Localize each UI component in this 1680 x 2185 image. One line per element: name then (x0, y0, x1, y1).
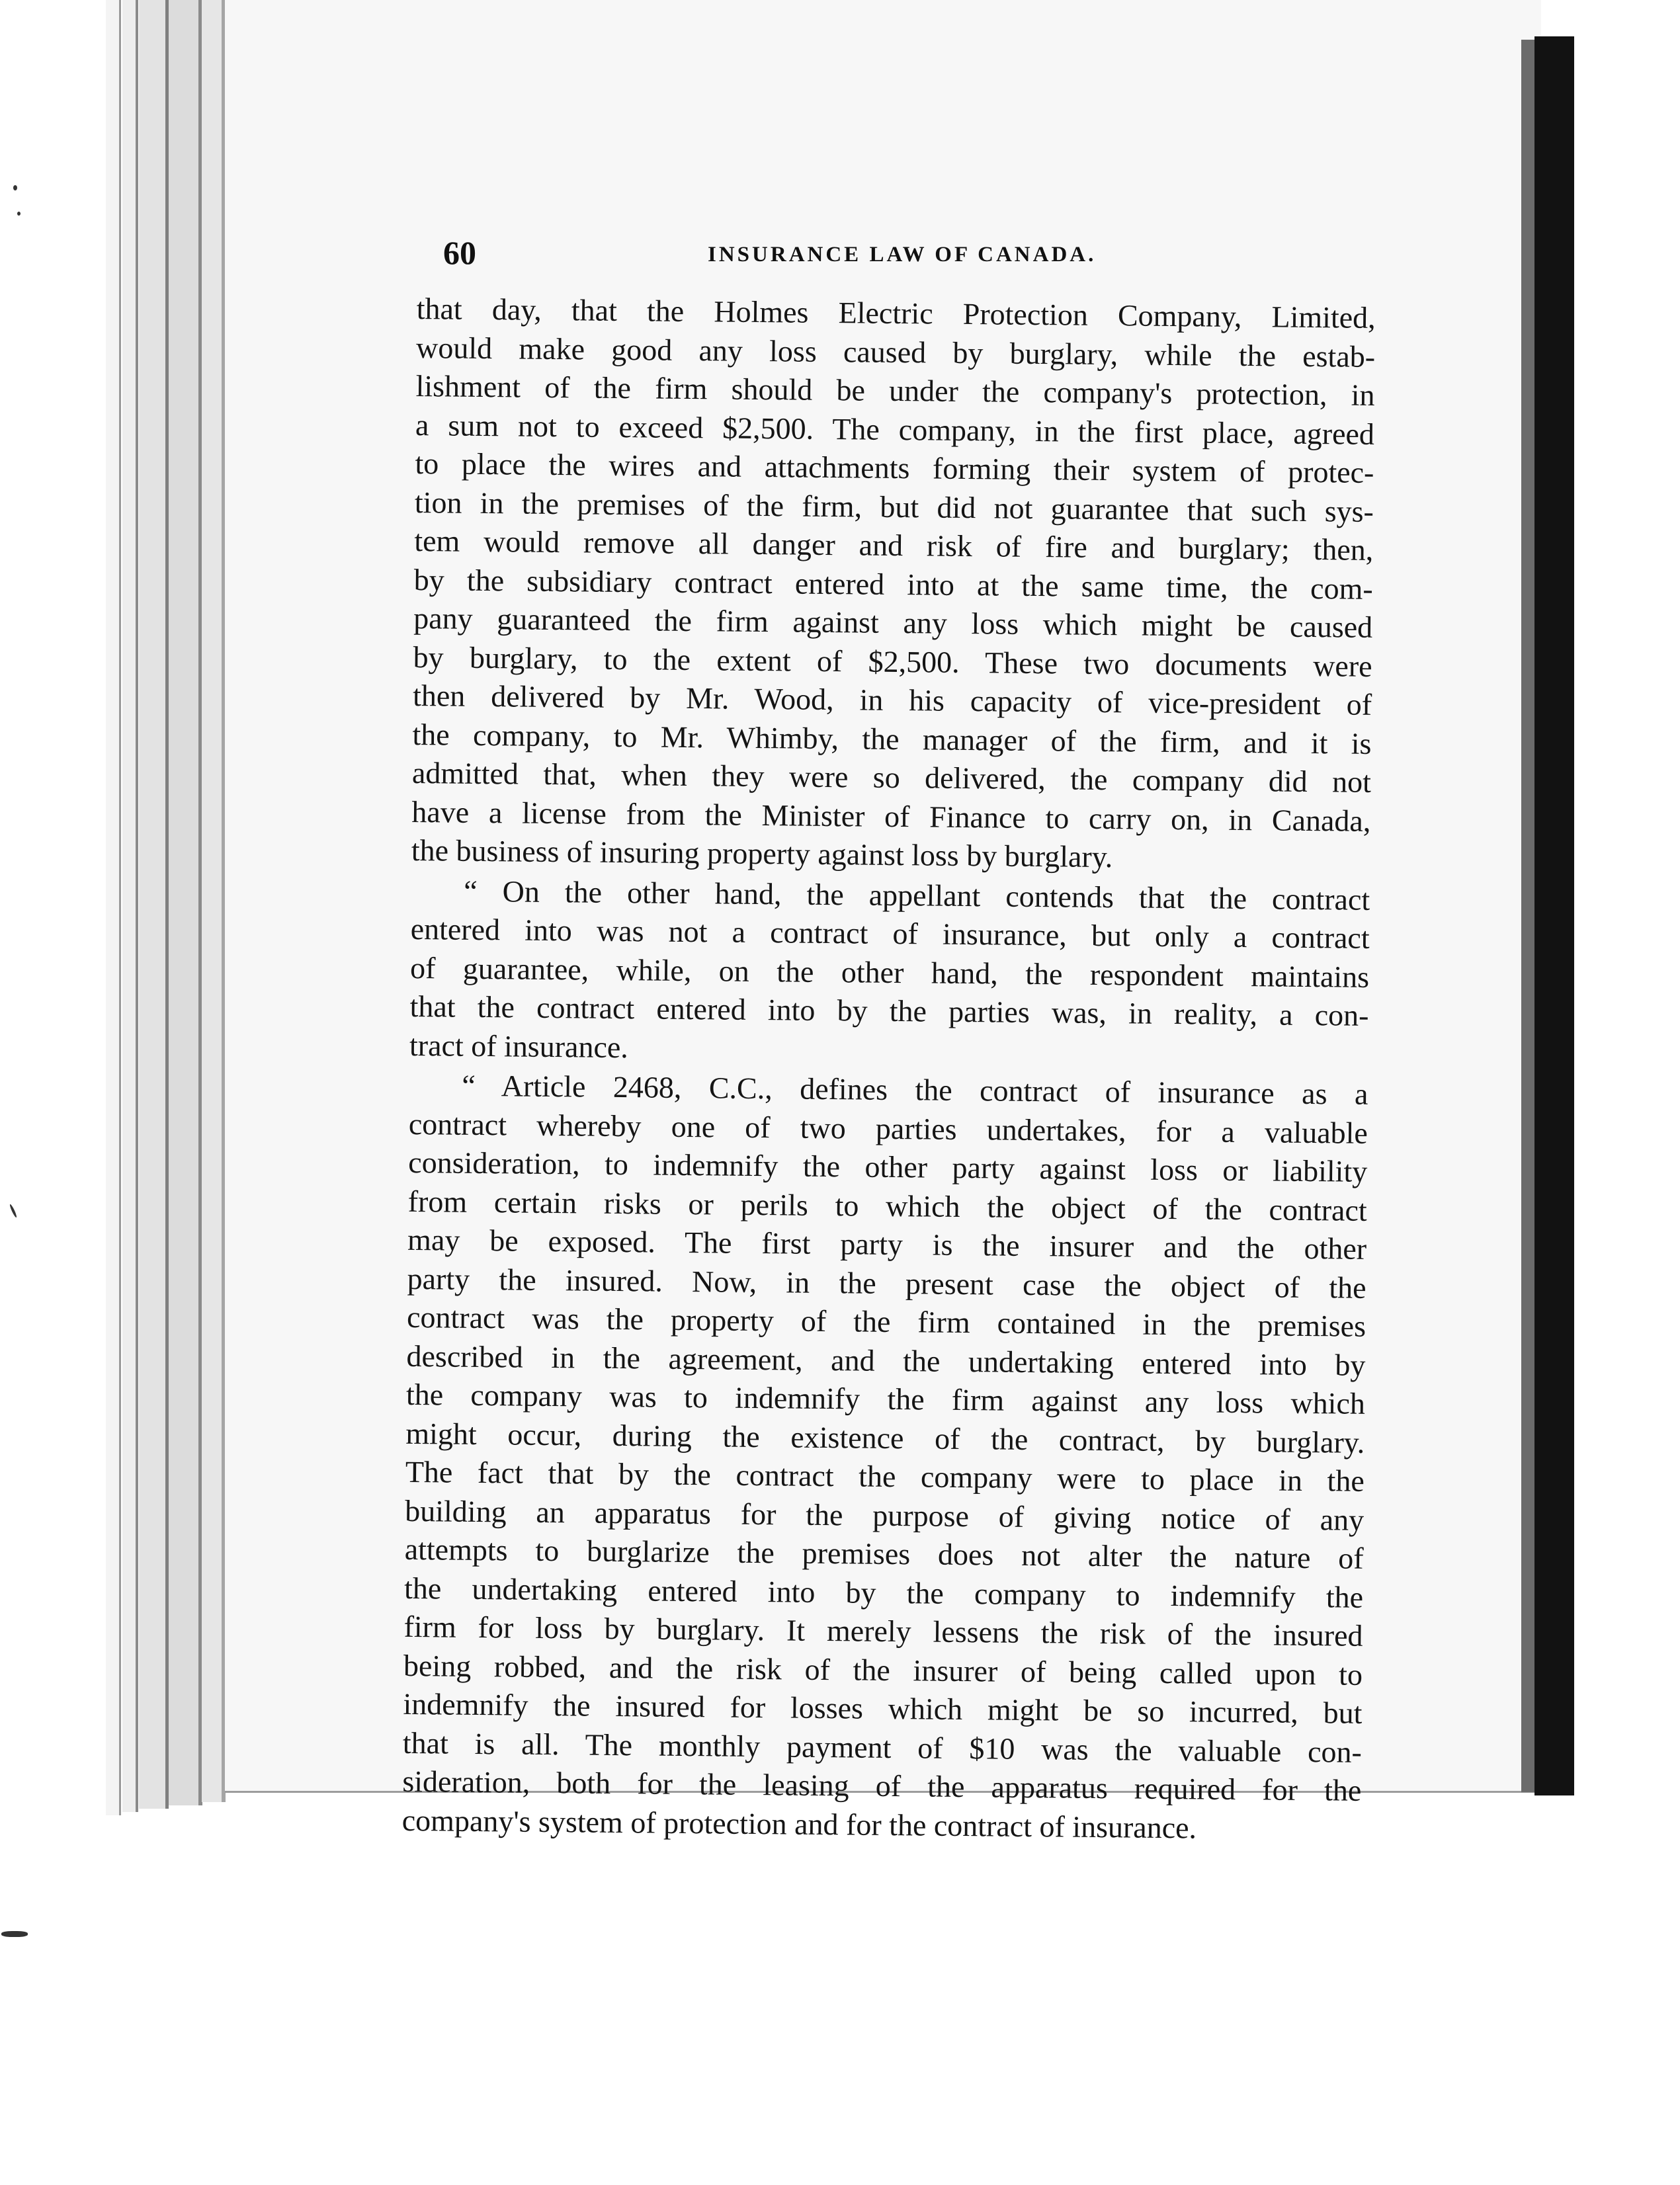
binding-gutter (1534, 36, 1574, 1795)
text-line: firm for loss by burglary. It merely lessens the risk of the insured (403, 1609, 1363, 1653)
text-line: a sum not to exceed $2,500. The company, in the first place, agreed (415, 407, 1375, 451)
page-edge (106, 0, 121, 1815)
text-line: from certain risks or perils to which the object of the contract (407, 1184, 1367, 1227)
scan-speck (17, 212, 21, 216)
text-line: of guarantee, while, on the other hand, the respondent maintains (409, 950, 1370, 994)
text-line: building an apparatus for the purpose of giving notice of any (405, 1493, 1365, 1537)
page-edge (169, 0, 202, 1805)
text-line: described in the agreement, and the undertaking entered into by (406, 1339, 1366, 1382)
text-line: “ Article 2468, C.C., defines the contract of insurance as a (462, 1068, 1368, 1111)
text-line: tem would remove all danger and risk of fire and burglary; then, (414, 523, 1374, 567)
text-line: sideration, both for the leasing of the apparatus required for the (402, 1764, 1362, 1807)
page-edge (202, 0, 226, 1802)
text-line: that the contract entered into by the parties was, in reality, a con- (409, 989, 1369, 1032)
text-line: party the insured. Now, in the present case the object of the (407, 1261, 1366, 1305)
page-number: 60 (443, 234, 476, 271)
body-text (401, 290, 1375, 1849)
text-line: the company, to Mr. Whimby, the manager of the firm, and it is (412, 717, 1372, 761)
scan-speck (13, 185, 17, 190)
text-line: being robbed, and the risk of the insurer of being called upon to (403, 1648, 1363, 1692)
text-line: by burglary, to the extent of $2,500. These two documents were (413, 639, 1372, 683)
page-edge (139, 0, 169, 1809)
scan-speck (1, 1931, 28, 1937)
text-line: that day, that the Holmes Electric Protection Company, Limited, (416, 291, 1376, 335)
facing-page (1577, 60, 1680, 1799)
text-line: by the subsidiary contract entered into at the same time, the com- (413, 562, 1373, 606)
text-line: may be exposed. The first party is the insurer and the other (407, 1222, 1367, 1266)
text-line: admitted that, when they were so delivered, the company did not (411, 755, 1372, 799)
text-line: “ On the other hand, the appellant contends that the contract (464, 874, 1370, 917)
text-line: to place the wires and attachments forming their system of protec- (415, 446, 1374, 489)
text-line: might occur, during the existence of the contract, by burglary. (405, 1416, 1365, 1460)
text-line: The fact that by the contract the company were to place in the (405, 1454, 1365, 1498)
text-line: contract whereby one of two parties undertakes, for a valuable (408, 1106, 1368, 1150)
text-line: indemnify the insured for losses which might be so incurred, but (403, 1686, 1363, 1730)
text-line: would make good any loss caused by burglary, while the estab- (415, 330, 1376, 374)
text-line: attempts to burglarize the premises does not alter the nature of (404, 1532, 1364, 1575)
text-line: pany guaranteed the firm against any loss which might be caused (413, 600, 1373, 644)
text-line: consideration, to indemnify the other party against loss or liability (408, 1145, 1368, 1188)
text-line: then delivered by Mr. Wood, in his capacity of vice-president of (412, 678, 1372, 721)
running-head: INSURANCE LAW OF CANADA. (708, 243, 1097, 267)
text-line: the company was to indemnify the firm against any loss which (405, 1377, 1366, 1421)
text-line: company's system of protection and for the contract of insurance. (401, 1803, 1197, 1844)
text-line: lishment of the firm should be under the company's protection, in (415, 368, 1375, 412)
page-edge (122, 0, 138, 1812)
text-line: tract of insurance. (409, 1028, 629, 1064)
text-line: tion in the premises of the firm, but did not guarantee that such sys- (414, 485, 1374, 528)
page-header (443, 228, 1382, 281)
text-line: contract was the property of the firm contained in the premises (406, 1299, 1366, 1343)
text-line: the undertaking entered into by the company to indemnify the (403, 1571, 1364, 1614)
text-line: the business of insuring property against loss by burglary. (411, 833, 1113, 874)
text-line: entered into was not a contract of insurance, but only a contract (410, 911, 1370, 955)
text-line: that is all. The monthly payment of $10 was the valuable con- (402, 1725, 1363, 1769)
text-line: have a license from the Minister of Finance to carry on, in Canada, (411, 794, 1371, 838)
scan-speck (9, 1204, 18, 1218)
